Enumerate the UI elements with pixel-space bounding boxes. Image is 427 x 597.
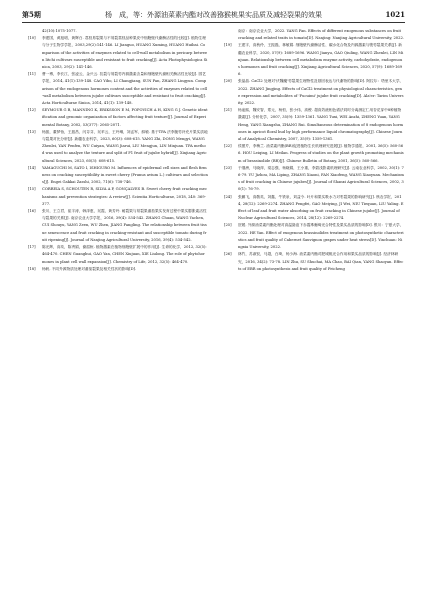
reference-item bbox=[28, 35, 208, 71]
reference-number: [16] bbox=[28, 209, 36, 214]
reference-number: [13] bbox=[28, 129, 36, 134]
reference-text: 侯蕾芹，李梅兰. 油菜素内酯(BR)促进植物生长机理研究进展[J]. 植物学通报，2001, 36(5): 560-566. HOU Leiqing, LI Meilan. Progress of studies on the plant growth promoting mechanism of brassinolide (BR)[J]. Chinese Bulletin of Botany, 2001, 36(5): 560-566. bbox=[238, 144, 404, 163]
reference-item bbox=[224, 251, 404, 273]
reference-number: [15] bbox=[28, 187, 36, 192]
running-title: 杨 成，等：外源油菜素内酯对改善猕猴桃果实品质及减轻裂果的效果 bbox=[105, 11, 322, 19]
reference-number: [10] bbox=[28, 36, 36, 41]
reference-text: 42(10):1075-1077. bbox=[42, 29, 77, 33]
reference-text: 杨途熙，魏安智，郑元，杨恒，张小伟，高俊. 超高效液相色谱法同时分离测定仁用杏花芽中8种植物激素[J]. 分析化学，2007, 35(9): 1359-1361. YANG Tuxi, WEI Anzhi, ZHENG Yuan, YANG Heng, YANG Xiangzhu, ZHANG Rui. Simultaneous determination of 8 endogenous hormones in apricot floral bud by high performance liquid chromatography[J]. Chinese Journal of Analytical Chemistry, 2007, 35(9): 1359-1361. bbox=[238, 108, 404, 142]
reference-number: [18] bbox=[28, 266, 36, 271]
reference-item bbox=[224, 222, 404, 251]
reference-text: SEYMOUR G B, MANNING K, ERIKSSON E M, POPOVICH A H, KING G J. Genetic identification and genomic organization of factors affecting fruit texture[J]. Journal of Experimental Botany, 2002, 53(377): 2065-2071. bbox=[42, 108, 208, 127]
reference-item bbox=[224, 107, 404, 143]
reference-number: [19] bbox=[224, 43, 232, 48]
reference-text: 王建宇，高秋伶，王振磊，林敏娟. 细胞壁代谢酶活性、碳水化合物及内源激素与骏枣裂果关系[J]. 新疆农业科学，2020, 57(9): 1689-1696. WANG Jianyu, GAO Qiuling, WANG Zhenlei, LIN Minjuan. Relationship between cell metabolism enzyme activity, carbohydrate, endogenous hormones and fruit cracking[J]. Xinjiang Agricultural Sciences, 2020, 57(9): 1689-1696. bbox=[238, 43, 404, 77]
reference-text: 曹一博，李长江，张凌云，金兴云. 抗裂与易裂枣内源激素含量和细胞壁代谢相关酶活性比较[J]. 园艺学报，2014, 41(1):139-148. CAO Yibo, LI Changjiang, SUN Fan, ZHANG Lingyun. Comparison of the endogenous hormones content and the activities of enzymes related to cell-wall metabolism between jujube cultivars susceptible and resistant to fruit cracking[J]. Acta Horticulturae Sinica, 2014, 41(1): 139-148. bbox=[42, 72, 208, 106]
reference-number: [25] bbox=[224, 223, 232, 228]
reference-number: [22] bbox=[224, 144, 232, 149]
reference-text: 于继洲，马晓萍，梁志强，杨晓娟，王小重，李碧浅影素机理研究[J]. 云南农业科学，2002, 30(1): 76-79. YU Jizhou, MA Liping, ZHANG Xiaoni, FAN Xiaofeng, WANG Xiaoyuan. Mechanisms of fruit cracking in Chinese jujubes[J]. Journal of Shanxi Agricultural Sciences, 2002, 30(1): 76-79. bbox=[238, 165, 404, 192]
reference-text: 李建国，黄旭明，黄辉白. 荔枝易裂果与不易裂荔枝品种果皮中细胞壁代谢酶活性的比较[J]. 植物生理与分子生物学学报，2003,29(2):141-146. LI Jianguo, HUANG Xuming, HUANG Huibai. Comparison of the activities of enzymes related to cell-wall metabolism in pericarp between litchi cultivars susceptible and resistant to fruit cracking[J]. Acta Photophysiologica Sinica, 2003, 29(2): 141-146. bbox=[42, 36, 208, 70]
reference-number: [12] bbox=[28, 108, 36, 113]
reference-item bbox=[28, 129, 208, 165]
reference-item bbox=[224, 194, 404, 223]
reference-text: 张鹏飞，高敬英，刘鑫，牛铁泉，刘益令. 叶片和果实吸水力对枣裂果的影响研究[J]. 核农学报，2014, 28(12): 2269-2274. ZHANG Pengfei, GAO Meiying, JI Wei, NIU Tiequan, LIU Yaling. Effect of leaf and fruit water absorbing on fruit cracking in Chinese jujube[J]. Journal of Nuclear Agricultural Sciences, 2014, 28(12): 2269-2274. bbox=[238, 194, 404, 221]
reference-item bbox=[224, 28, 404, 42]
reference-text: 杨振，董梦怡，王振昌，闫芬芬，吴苹云，王玲琳，刘孟军，薛敏. 基于TPA 法李脆枣补充片果实质地与裂果对比分析[J]. 新疆农业科学，2023, 60(3): 608-615. YANG Zhi, DONG Mengyi, WANG Zhenlei, YAN Fenfen, WU Cuiyan, WANG Jiarui, LIU Mengjun, LIN Minjuan. TPA method was used to analyze the texture and split of F1 fruit of jujube hybrid[J]. Xinjiang Agricultural Sciences, 2023, 60(3): 608-615. bbox=[42, 129, 208, 163]
reference-text: 贺媛. 外源油菜素内酯处理对高温胁迫下赤霞珠葡萄光合特性及果实品质的影响[D]. 银川：宁夏大学，2022. HE Yan. Effect of exogenous brassinolides treatment on photosynthetic characteristics and fruit quality of Cabernet Sauvignon grapes under heat stress[D]. Yinchuan: Ningxia University, 2022. bbox=[238, 223, 404, 250]
reference-item bbox=[28, 165, 208, 187]
reference-number: [11] bbox=[28, 72, 36, 77]
reference-item bbox=[224, 143, 404, 165]
reference-number: [26] bbox=[224, 252, 232, 257]
page-number: 1021 bbox=[385, 10, 405, 19]
reference-item bbox=[28, 107, 208, 129]
reference-text: 杨帆. 不同外源物质处理对番茄裂果及相关性状的影响[D]. bbox=[42, 266, 137, 271]
reference-number: [20] bbox=[224, 79, 232, 84]
reference-item bbox=[28, 208, 208, 244]
reference-item bbox=[28, 266, 208, 273]
reference-item bbox=[224, 165, 404, 194]
reference-number: [14] bbox=[28, 165, 36, 170]
reference-text: 林竹，苏淑钗，马超，白琦，杨少海. 油菜素内酯对肥城桃光合作用和果实品质的影响[J]. 经济林研究，2016, 34(2): 73-78. LIN Zhu, SU Shuchai, MA Chao, BAI Qian, YANG Shaoyan. Effects of EBR on photosynthesis and fruit quality of Feicheng bbox=[238, 252, 404, 271]
reference-column-right bbox=[224, 28, 404, 590]
page-header bbox=[22, 8, 405, 23]
reference-number: [23] bbox=[224, 165, 232, 170]
reference-number: [17] bbox=[28, 245, 36, 250]
issue-number: 第5期 bbox=[22, 10, 41, 19]
reference-text: YAMAGUCHI M, SATO I, ISHIGURO M. Influences of epidermal cell sizes and flesh firmness on cracking susceptibility in sweet cherry (Prunus avium L.) cultivars and selections[J]. Engei Gakkai Zasshi, 2002, 71(6): 738-746. bbox=[42, 165, 208, 185]
reference-item bbox=[224, 42, 404, 78]
reference-item bbox=[224, 78, 404, 107]
reference-item bbox=[28, 244, 208, 266]
reference-text: 南京：南京农业大学，2022. YANG Fan. Effects of different exogenous substances on fruit cracking and related traits in tomato[D]. Nanjing: Nanjing Agricultural University, 2022. bbox=[238, 29, 404, 41]
reference-item bbox=[28, 28, 208, 35]
reference-number: [21] bbox=[224, 108, 232, 113]
reference-text: 张晶晶. CaCl2 处理对'伏魏魔'枣裂果生理特性及基因表达与代谢物的影响[D]. 阿拉尔：塔里木大学，2022. ZHANG Jingjing. Effects of CaCl2 treatment on physiological characteristics, gene expression and metabolites of 'Fucuimi' jujube fruit cracking[D]. Ala'er: Tarim University, 2022. bbox=[238, 79, 404, 106]
reference-item bbox=[28, 71, 208, 107]
reference-text: 陈光辉，高琰，陈秀娟，谢韶桓. 植物激素在植物细胞壁扩展中的作用[J]. 生命的化学，2012, 32(5): 464-470. CHEN Guanghui, GAO Yan, CHEN Xiujuan, XIE Liulong. The role of phytohormones in plant cell wall expansion[J]. Chemistry of Life, 2012, 32(5): 464-470. bbox=[42, 245, 207, 264]
reference-text: 张川，王立君，崔宇涛，韩泽惠，吴霞，黄芳玲. 耐裂果与易裂果番茄果实发育过程中果实膨胀素活性与裂果的关系[J]. 南京农业大学学报，2016, 39(4): 534-542. ZHANG Chuan, WANG Yachen, CUI Shouyu, YANG Zeen, WU Zhen, JIANG Fangling. The relationship between fruit tissue senescence and fruit cracking in cracking-resistant and susceptible tomato during fruit ripening[J]. Journal of Nanjing Agricultural University, 2016, 39(4): 534-542. bbox=[42, 209, 207, 242]
reference-item bbox=[28, 186, 208, 208]
reference-column-left bbox=[28, 28, 208, 590]
reference-text: CORREIA S, SCHOUTEN R, SILVA A P, GONÇALVES B. Sweet cherry fruit cracking mechanisms and prevention strategies: A review[J]. Scientia Horticulturae, 2018, 240: 369-377. bbox=[42, 187, 208, 206]
reference-number: [24] bbox=[224, 194, 232, 199]
